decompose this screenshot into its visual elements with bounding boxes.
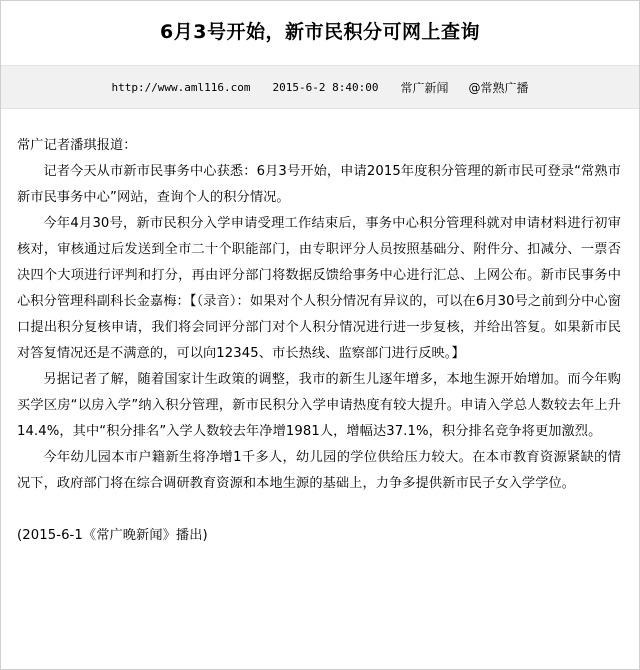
author-handle: @常熟广播 [468,80,529,95]
article-body [17,133,621,549]
article-title: 6月3号开始，新市民积分可网上查询 [160,20,480,43]
article-paragraph-1: 记者今天从市新市民事务中心获悉：6月3号开始，申请2015年度积分管理的新市民可登录“常熟市新市民事务中心”网站，查询个人的积分情况。 [17,164,621,205]
title-bar [1,1,639,65]
article-paragraph-3: 另据记者了解，随着国家计生政策的调整，我市的新生儿逐年增多，本地生源开始增加。而今年购买学区房“以房入学”纳入积分管理，新市民积分入学申请热度有较大提升。申请入学总人数较去年上升14.4%，其中“积分排名”入学人数较去年净增1981人，增幅达37.1%，积分排名竞争将更加激烈。 [17,372,621,439]
broadcast-note: (2015-6-1《常广晚新闻》播出) [17,528,208,543]
source-url[interactable]: http://www.aml116.com [111,80,251,94]
article-paragraph-2: 今年4月30号，新市民积分入学申请受理工作结束后，事务中心积分管理科就对申请材料进行初审核对，审核通过后发送到全市二十个职能部门，由专职评分人员按照基础分、附件分、扣减分、一票否决四个大项进行评判和打分，再由评分部门将数据反馈给事务中心进行汇总、上网公布。新市民事务中心积分管理科副科长金嘉梅：【（录音）：如果对个人积分情况有异议的，可以在6月30号之前到分中心窗口提出积分复核申请，我们将会同评分部门对个人积分情况进行进一步复核，并给出答复。如果新市民对答复情况还是不满意的，可以向12345、市长热线、监察部门进行反映。】 [17,216,621,361]
news-source: 常广新闻 [400,80,449,95]
article-paragraph-4: 今年幼儿园本市户籍新生将净增1千多人，幼儿园的学位供给压力较大。在本市教育资源紧缺的情况下，政府部门将在综合调研教育资源和本地生源的基础上，力争多提供新市民子女入学学位。 [17,450,621,491]
publish-date: 2015-6-2 8:40:00 [272,80,379,94]
article-meta-bar [1,65,639,109]
reporter-byline: 常广记者潘琪报道： [17,138,137,153]
